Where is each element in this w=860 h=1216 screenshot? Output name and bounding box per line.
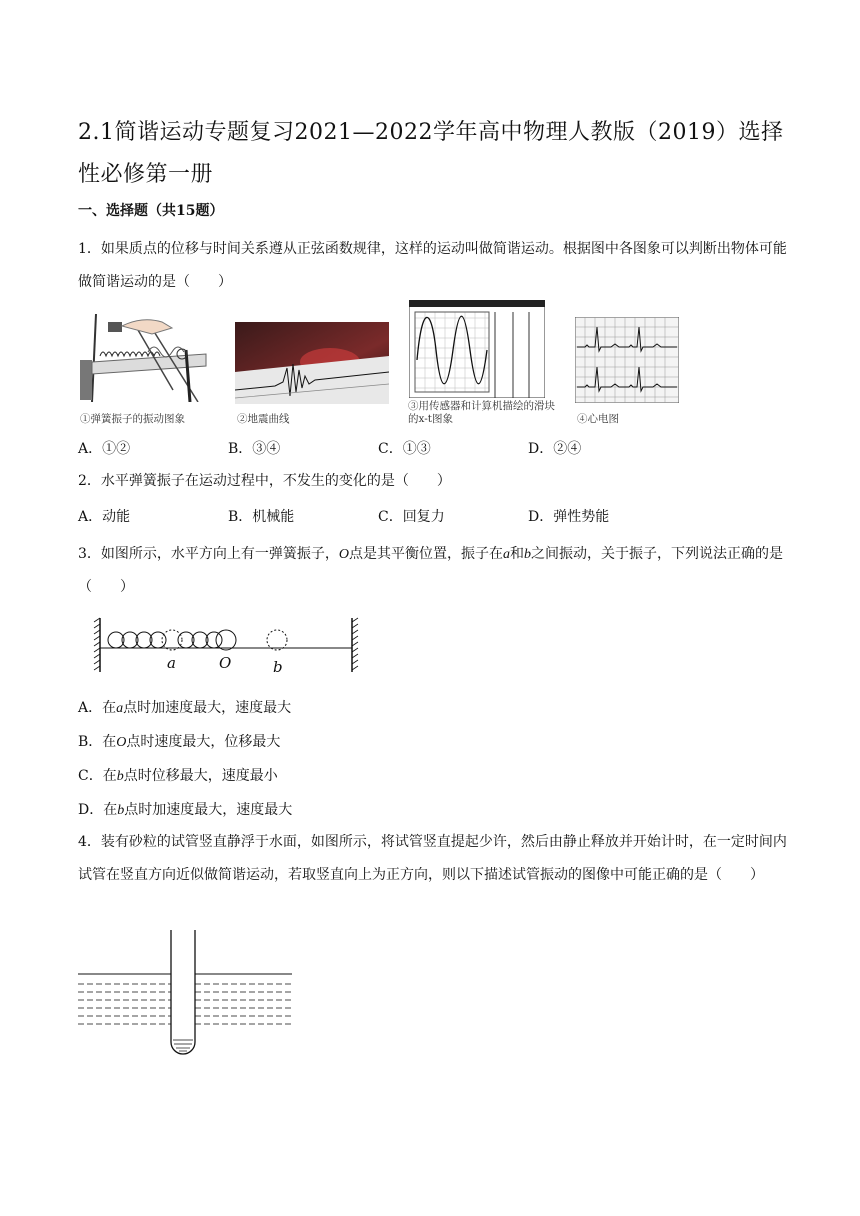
section-heading: 一、选择题（共15题）	[78, 203, 224, 219]
question-2-stem: 2．水平弹簧振子在运动过程中，不发生的变化的是（ ）	[78, 473, 451, 489]
q3-option-b[interactable]: B．在O点时速度最大，位移最大	[78, 734, 281, 750]
figure-4-caption: ④心电图	[577, 413, 619, 425]
q2-option-d[interactable]: D．弹性势能	[528, 509, 610, 525]
seismograph-figure	[235, 322, 389, 404]
question-2-options	[78, 506, 790, 526]
sensor-xt-figure	[409, 300, 545, 398]
label-a: a	[167, 654, 176, 672]
question-4-stem: 4．装有砂粒的试管竖直静浮于水面，如图所示，将试管竖直提起少许，然后由静止释放并开始计时，在一定时间内试管在竖直方向近似做简谐运动，若取竖直向上为正方向，则以下描述试管振动的图像中可能正确的是（ ）	[78, 834, 787, 883]
question-1-options	[78, 438, 790, 458]
spring-oscillator-figure	[78, 312, 208, 402]
figure-1-caption: ①弹簧振子的振动图象	[80, 413, 185, 425]
q1-option-d[interactable]: D．②④	[528, 441, 582, 457]
q3-option-c[interactable]: C．在b点时位移最大，速度最小	[78, 768, 278, 784]
q3-option-a[interactable]: A．在a点时加速度最大，速度最大	[78, 700, 292, 716]
figure-3-caption: ③用传感器和计算机描绘的滑块的x-t图象	[408, 400, 555, 425]
question-1-stem: 1．如果质点的位移与时间关系遵从正弦函数规律，这样的运动叫做简谐运动。根据图中各图象可以判断出物体可能做简谐运动的是（ ）	[78, 241, 787, 290]
ecg-figure	[575, 317, 679, 403]
q1-option-c[interactable]: C．①③	[378, 441, 431, 457]
label-b: b	[273, 658, 283, 676]
q1-option-a[interactable]: A．①②	[78, 441, 131, 457]
label-o: O	[219, 654, 232, 672]
q2-option-a[interactable]: A．动能	[78, 509, 131, 525]
floating-test-tube-diagram	[78, 930, 294, 1060]
q1-option-b[interactable]: B．③④	[228, 441, 281, 457]
question-3-stem: 3．如图所示，水平方向上有一弹簧振子，O点是其平衡位置，振子在a和b之间振动，关于振子，下列说法正确的是（ ）	[78, 546, 784, 595]
figure-2-caption: ②地震曲线	[237, 413, 290, 425]
q2-option-c[interactable]: C．回复力	[378, 509, 445, 525]
q2-option-b[interactable]: B．机械能	[228, 509, 295, 525]
page-title: 2.1简谐运动专题复习2021—2022学年高中物理人教版（2019）选择性必修第一册	[78, 120, 784, 187]
q3-option-d[interactable]: D．在b点时加速度最大，速度最大	[78, 802, 293, 818]
